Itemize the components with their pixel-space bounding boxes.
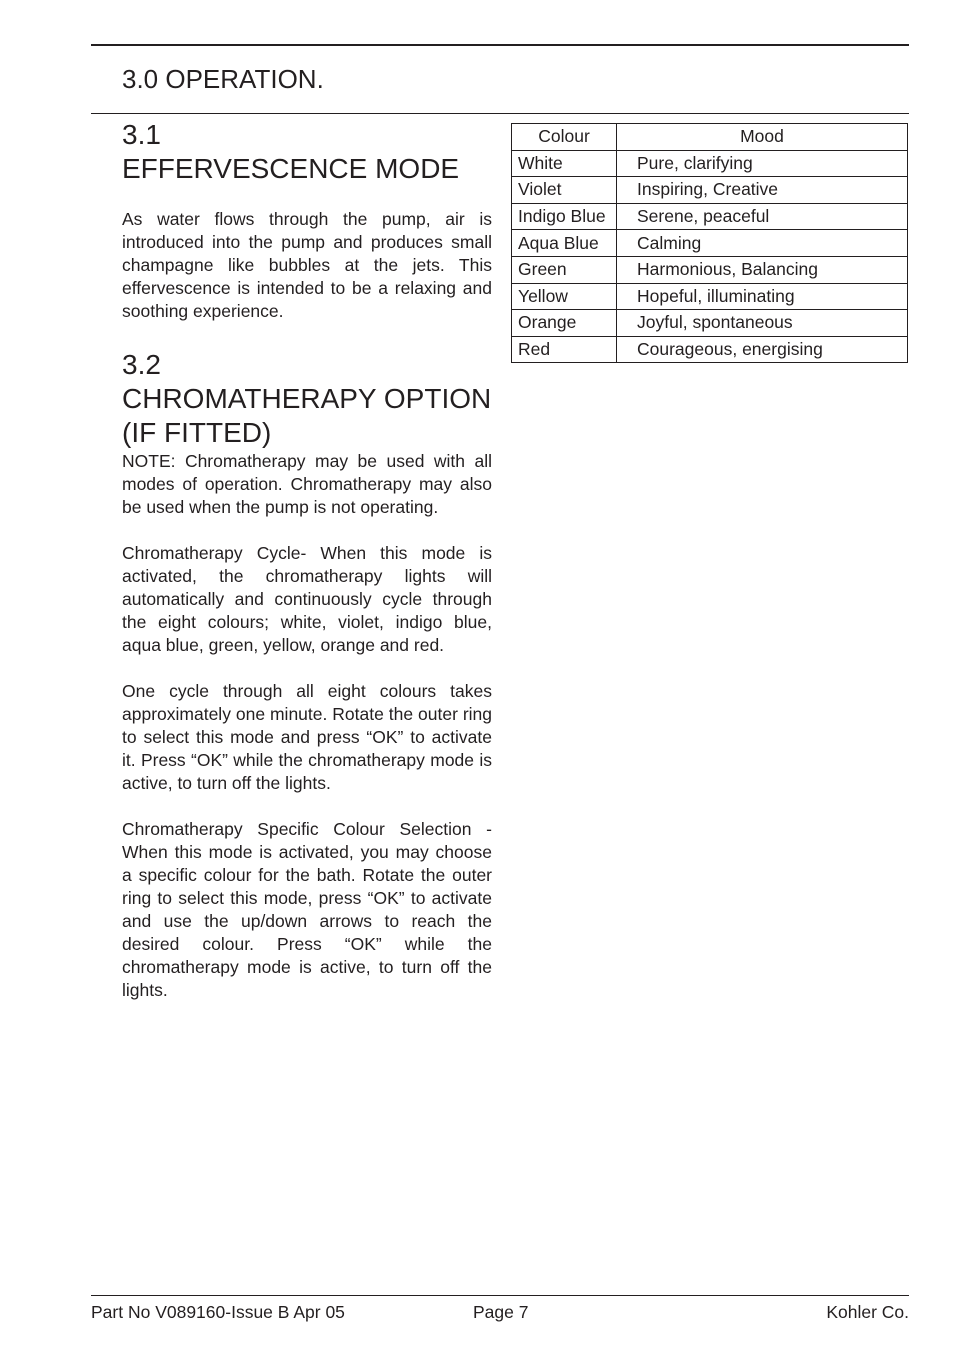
table-row <box>512 230 908 257</box>
mood-cell: Pure, clarifying <box>617 150 908 177</box>
colour-cell: Indigo Blue <box>512 203 617 230</box>
heading-rule <box>91 113 909 114</box>
section-effervescence <box>122 118 492 323</box>
mood-cell: Serene, peaceful <box>617 203 908 230</box>
section-1-body: As water flows through the pump, air is introduced into the pump and produces small champagne like bubbles at the jets. This effervescence is intended to be a relaxing and soothing experience. <box>122 209 492 321</box>
section-2-cycle: Chromatherapy Cycle- When this mode is activated, the chromatherapy lights will automatically and continuously cycle through the eight colours; white, violet, indigo blue, aqua blue, green, yellow, orange and red. <box>122 543 492 655</box>
table-row <box>512 203 908 230</box>
mood-cell: Courageous, energising <box>617 336 908 363</box>
top-rule <box>91 44 909 46</box>
colour-mood-table <box>511 123 908 363</box>
footer-rule <box>91 1295 909 1296</box>
colour-cell: Aqua Blue <box>512 230 617 257</box>
table-row <box>512 150 908 177</box>
table-row <box>512 283 908 310</box>
colour-cell: Violet <box>512 177 617 204</box>
mood-cell: Inspiring, Creative <box>617 177 908 204</box>
column-header-mood: Mood <box>617 124 908 151</box>
section-1-number: 3.1 <box>122 119 161 150</box>
table-row <box>512 310 908 337</box>
section-1-title: EFFERVESCENCE MODE <box>122 153 460 184</box>
table-row <box>512 256 908 283</box>
footer-part-number: Part No V089160-Issue B Apr 05 <box>91 1302 345 1322</box>
table-row <box>512 336 908 363</box>
section-2-timing: One cycle through all eight colours takes approximately one minute. Rotate the outer ring to select this mode and press “OK” to activate it. Press “OK” while the chromatherapy mode is active, to turn off the lights. <box>122 681 492 793</box>
colour-cell: Red <box>512 336 617 363</box>
section-chromatherapy <box>122 348 492 1025</box>
section-2-number: 3.2 <box>122 349 161 380</box>
table-header-row <box>512 124 908 151</box>
page-heading: 3.0 OPERATION. <box>122 64 324 94</box>
colour-cell: Green <box>512 256 617 283</box>
section-2-title-line1: CHROMATHERAPY OPTION <box>122 383 492 414</box>
footer-company: Kohler Co. <box>826 1302 909 1322</box>
mood-cell: Harmonious, Balancing <box>617 256 908 283</box>
footer-page-number: Page 7 <box>473 1302 529 1322</box>
mood-cell: Calming <box>617 230 908 257</box>
colour-cell: Orange <box>512 310 617 337</box>
colour-cell: White <box>512 150 617 177</box>
table-row <box>512 177 908 204</box>
section-2-specific-colour: Chromatherapy Specific Colour Selection - When this mode is activated, you may choose a specific colour for the bath. Rotate the outer ring to select this mode, press “OK” to activate and use the up/down arrows to reach the desired colour. Press “OK” while the chromatherapy mode is active, to turn off the lights. <box>122 819 492 1000</box>
colour-cell: Yellow <box>512 283 617 310</box>
mood-cell: Hopeful, illuminating <box>617 283 908 310</box>
section-2-title-line2: (IF FITTED) <box>122 417 272 448</box>
mood-cell: Joyful, spontaneous <box>617 310 908 337</box>
column-header-colour: Colour <box>512 124 617 151</box>
section-2-note: NOTE: Chromatherapy may be used with all modes of operation. Chromatherapy may also be used when the pump is not operating. <box>122 451 492 517</box>
